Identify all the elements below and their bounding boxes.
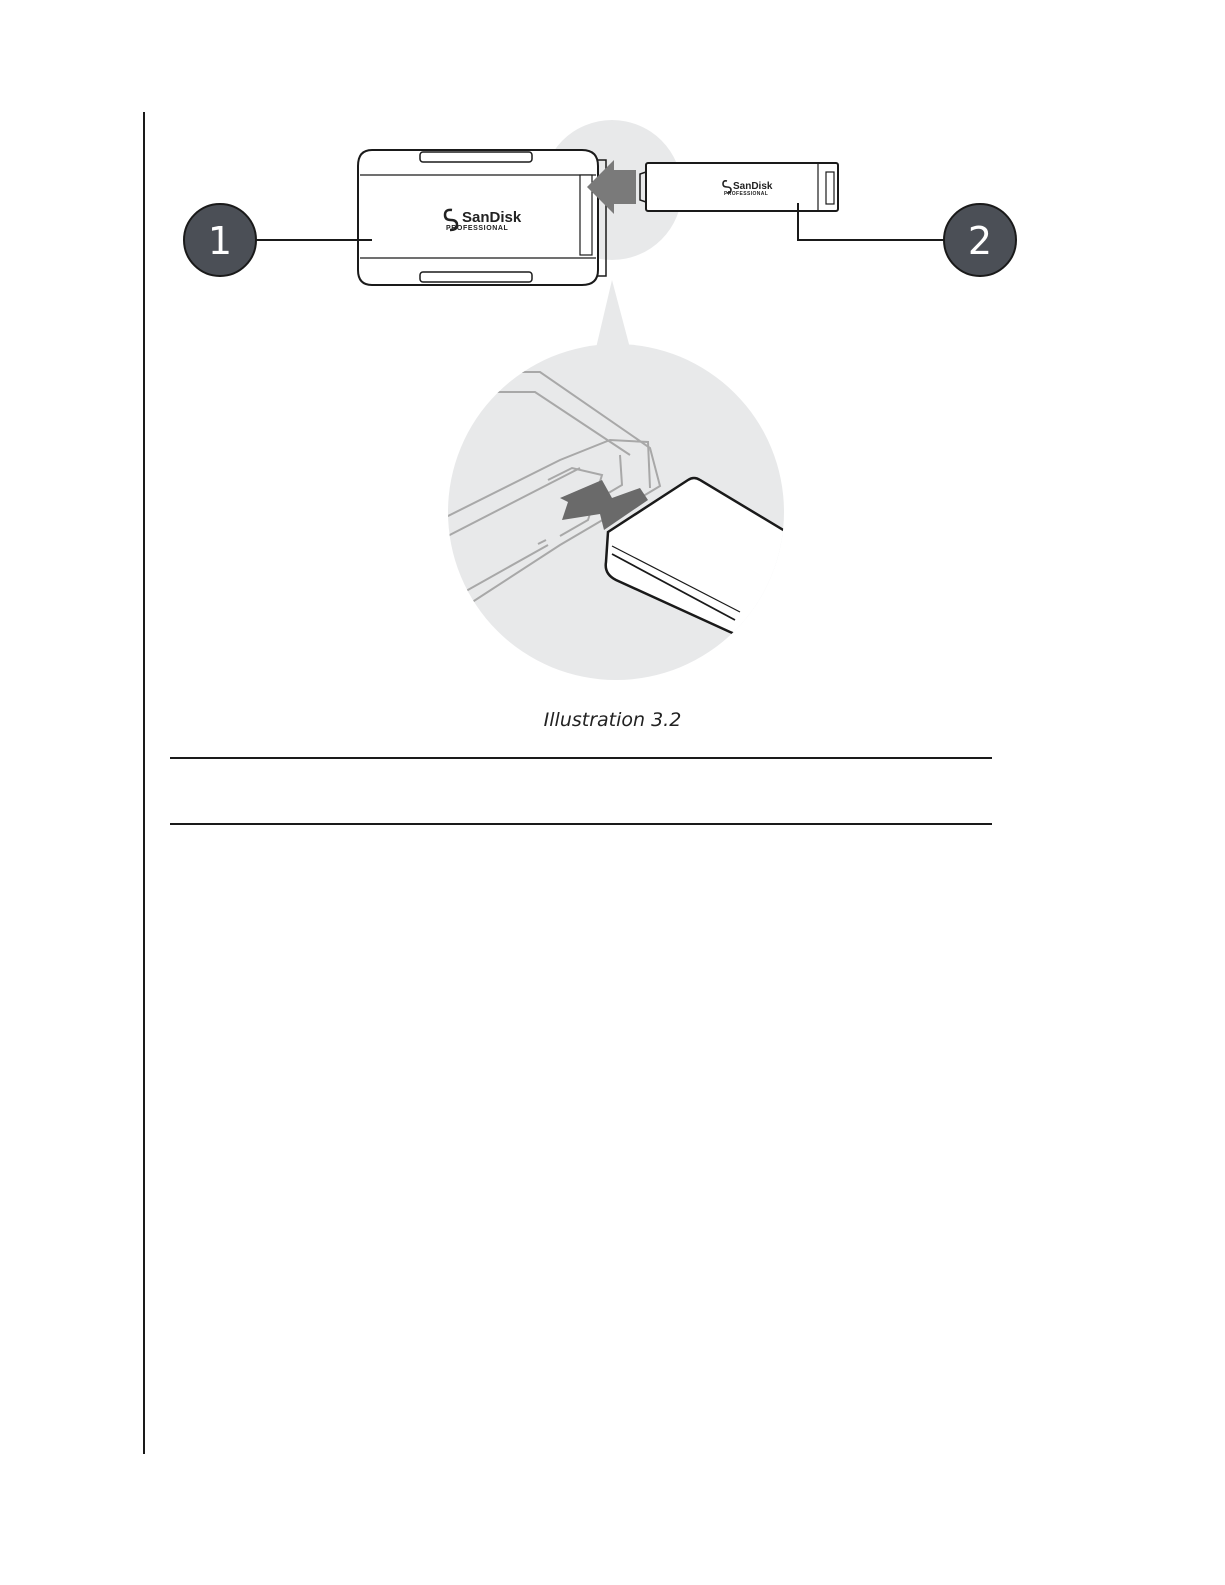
callout-2 (944, 204, 1016, 276)
drive-brand-name: SanDisk (733, 181, 773, 192)
callout-1 (184, 204, 256, 276)
reader-brand-subline: PROFESSIONAL (446, 225, 509, 232)
illustration-caption: Illustration 3.2 (543, 709, 682, 731)
section-rule-top (170, 757, 992, 759)
reader-brand-name: SanDisk (462, 209, 522, 226)
callout-1-number: 1 (207, 219, 233, 263)
callout-2-number: 2 (967, 219, 993, 263)
drive-brand-subline: PROFESSIONAL (724, 191, 769, 197)
zoom-wedge (596, 280, 630, 348)
illustration-figure (0, 0, 1225, 720)
section-rule-bottom (170, 823, 992, 825)
